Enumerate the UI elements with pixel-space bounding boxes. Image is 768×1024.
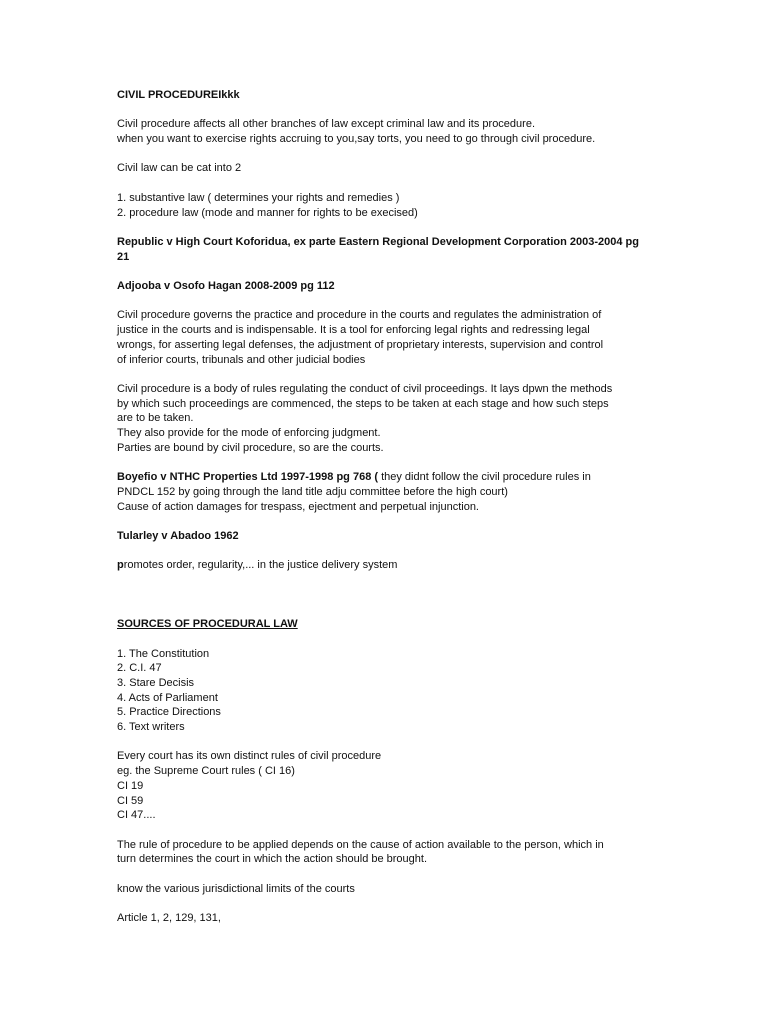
source-item: 2. C.I. 47 [117,662,162,675]
paragraph-line: of inferior courts, tribunals and other judicial bodies [117,353,366,366]
promotes-text: romotes order, regularity,... in the justice delivery system [123,559,398,572]
category-item: 1. substantive law ( determines your rights and remedies ) [117,191,400,204]
paragraph-line: are to be taken. [117,412,194,425]
court-rule-line: eg. the Supreme Court rules ( CI 16) [117,765,295,778]
paragraph-line: by which such proceedings are commenced, the steps to be taken at each stage and how such steps [117,397,609,410]
case-citation: Adjooba v Osofo Hagan 2008-2009 pg 112 [117,280,335,293]
promotes-line [117,558,657,573]
category-item: 2. procedure law (mode and manner for rights to be execised) [117,206,418,219]
intro-line: when you want to exercise rights accruing to you,say torts, you need to go through civil procedure. [117,133,596,146]
source-item: 5. Practice Directions [117,706,221,719]
case-citation: Boyefio v NTHC Properties Ltd 1997-1998 pg 768 ( [117,471,379,484]
court-rule-line: CI 47.... [117,809,156,822]
case-citation: Republic v High Court Koforidua, ex parte Eastern Regional Development Corporation 2003-2004 pg [117,235,639,248]
case-citation: 21 [117,250,130,263]
source-item: 4. Acts of Parliament [117,691,218,704]
document-title: CIVIL PROCEDUREIkkk [117,89,240,101]
paragraph-line: Civil procedure governs the practice and procedure in the courts and regulates the administration of [117,309,602,322]
category-heading: Civil law can be cat into 2 [117,162,242,175]
paragraph-line: turn determines the court in which the action should be brought. [117,853,428,866]
court-rule-line: Every court has its own distinct rules of civil procedure [117,750,382,763]
court-rule-line: CI 19 [117,779,144,792]
source-item: 3. Stare Decisis [117,676,195,689]
document-page [117,88,657,926]
paragraph-line: justice in the courts and is indispensable. It is a tool for enforcing legal rights and redressing legal [117,324,590,337]
source-item: 1. The Constitution [117,647,210,660]
paragraph-line: The rule of procedure to be applied depends on the cause of action available to the person, which in [117,838,604,851]
case-comment: they didnt follow the civil procedure rules in [378,471,591,484]
articles-line: Article 1, 2, 129, 131, [117,912,221,925]
know-line: know the various jurisdictional limits of the courts [117,882,355,895]
case-citation: Tularley v Abadoo 1962 [117,529,239,542]
case-note [117,470,657,485]
paragraph-line: wrongs, for asserting legal defenses, the adjustment of proprietary interests, supervision and control [117,338,604,351]
promotes-initial: p [117,559,124,572]
paragraph-line: Parties are bound by civil procedure, so are the courts. [117,441,384,454]
case-comment: Cause of action damages for trespass, ejectment and perpetual injunction. [117,500,479,513]
paragraph-line: Civil procedure is a body of rules regulating the conduct of civil proceedings. It lays dpwn the methods [117,382,613,395]
case-comment: PNDCL 152 by going through the land title adju committee before the high court) [117,485,508,498]
source-item: 6. Text writers [117,721,185,734]
intro-line: Civil procedure affects all other branches of law except criminal law and its procedure. [117,118,535,131]
court-rule-line: CI 59 [117,794,144,807]
section-heading: SOURCES OF PROCEDURAL LAW [117,618,298,631]
paragraph-line: They also provide for the mode of enforcing judgment. [117,427,381,440]
